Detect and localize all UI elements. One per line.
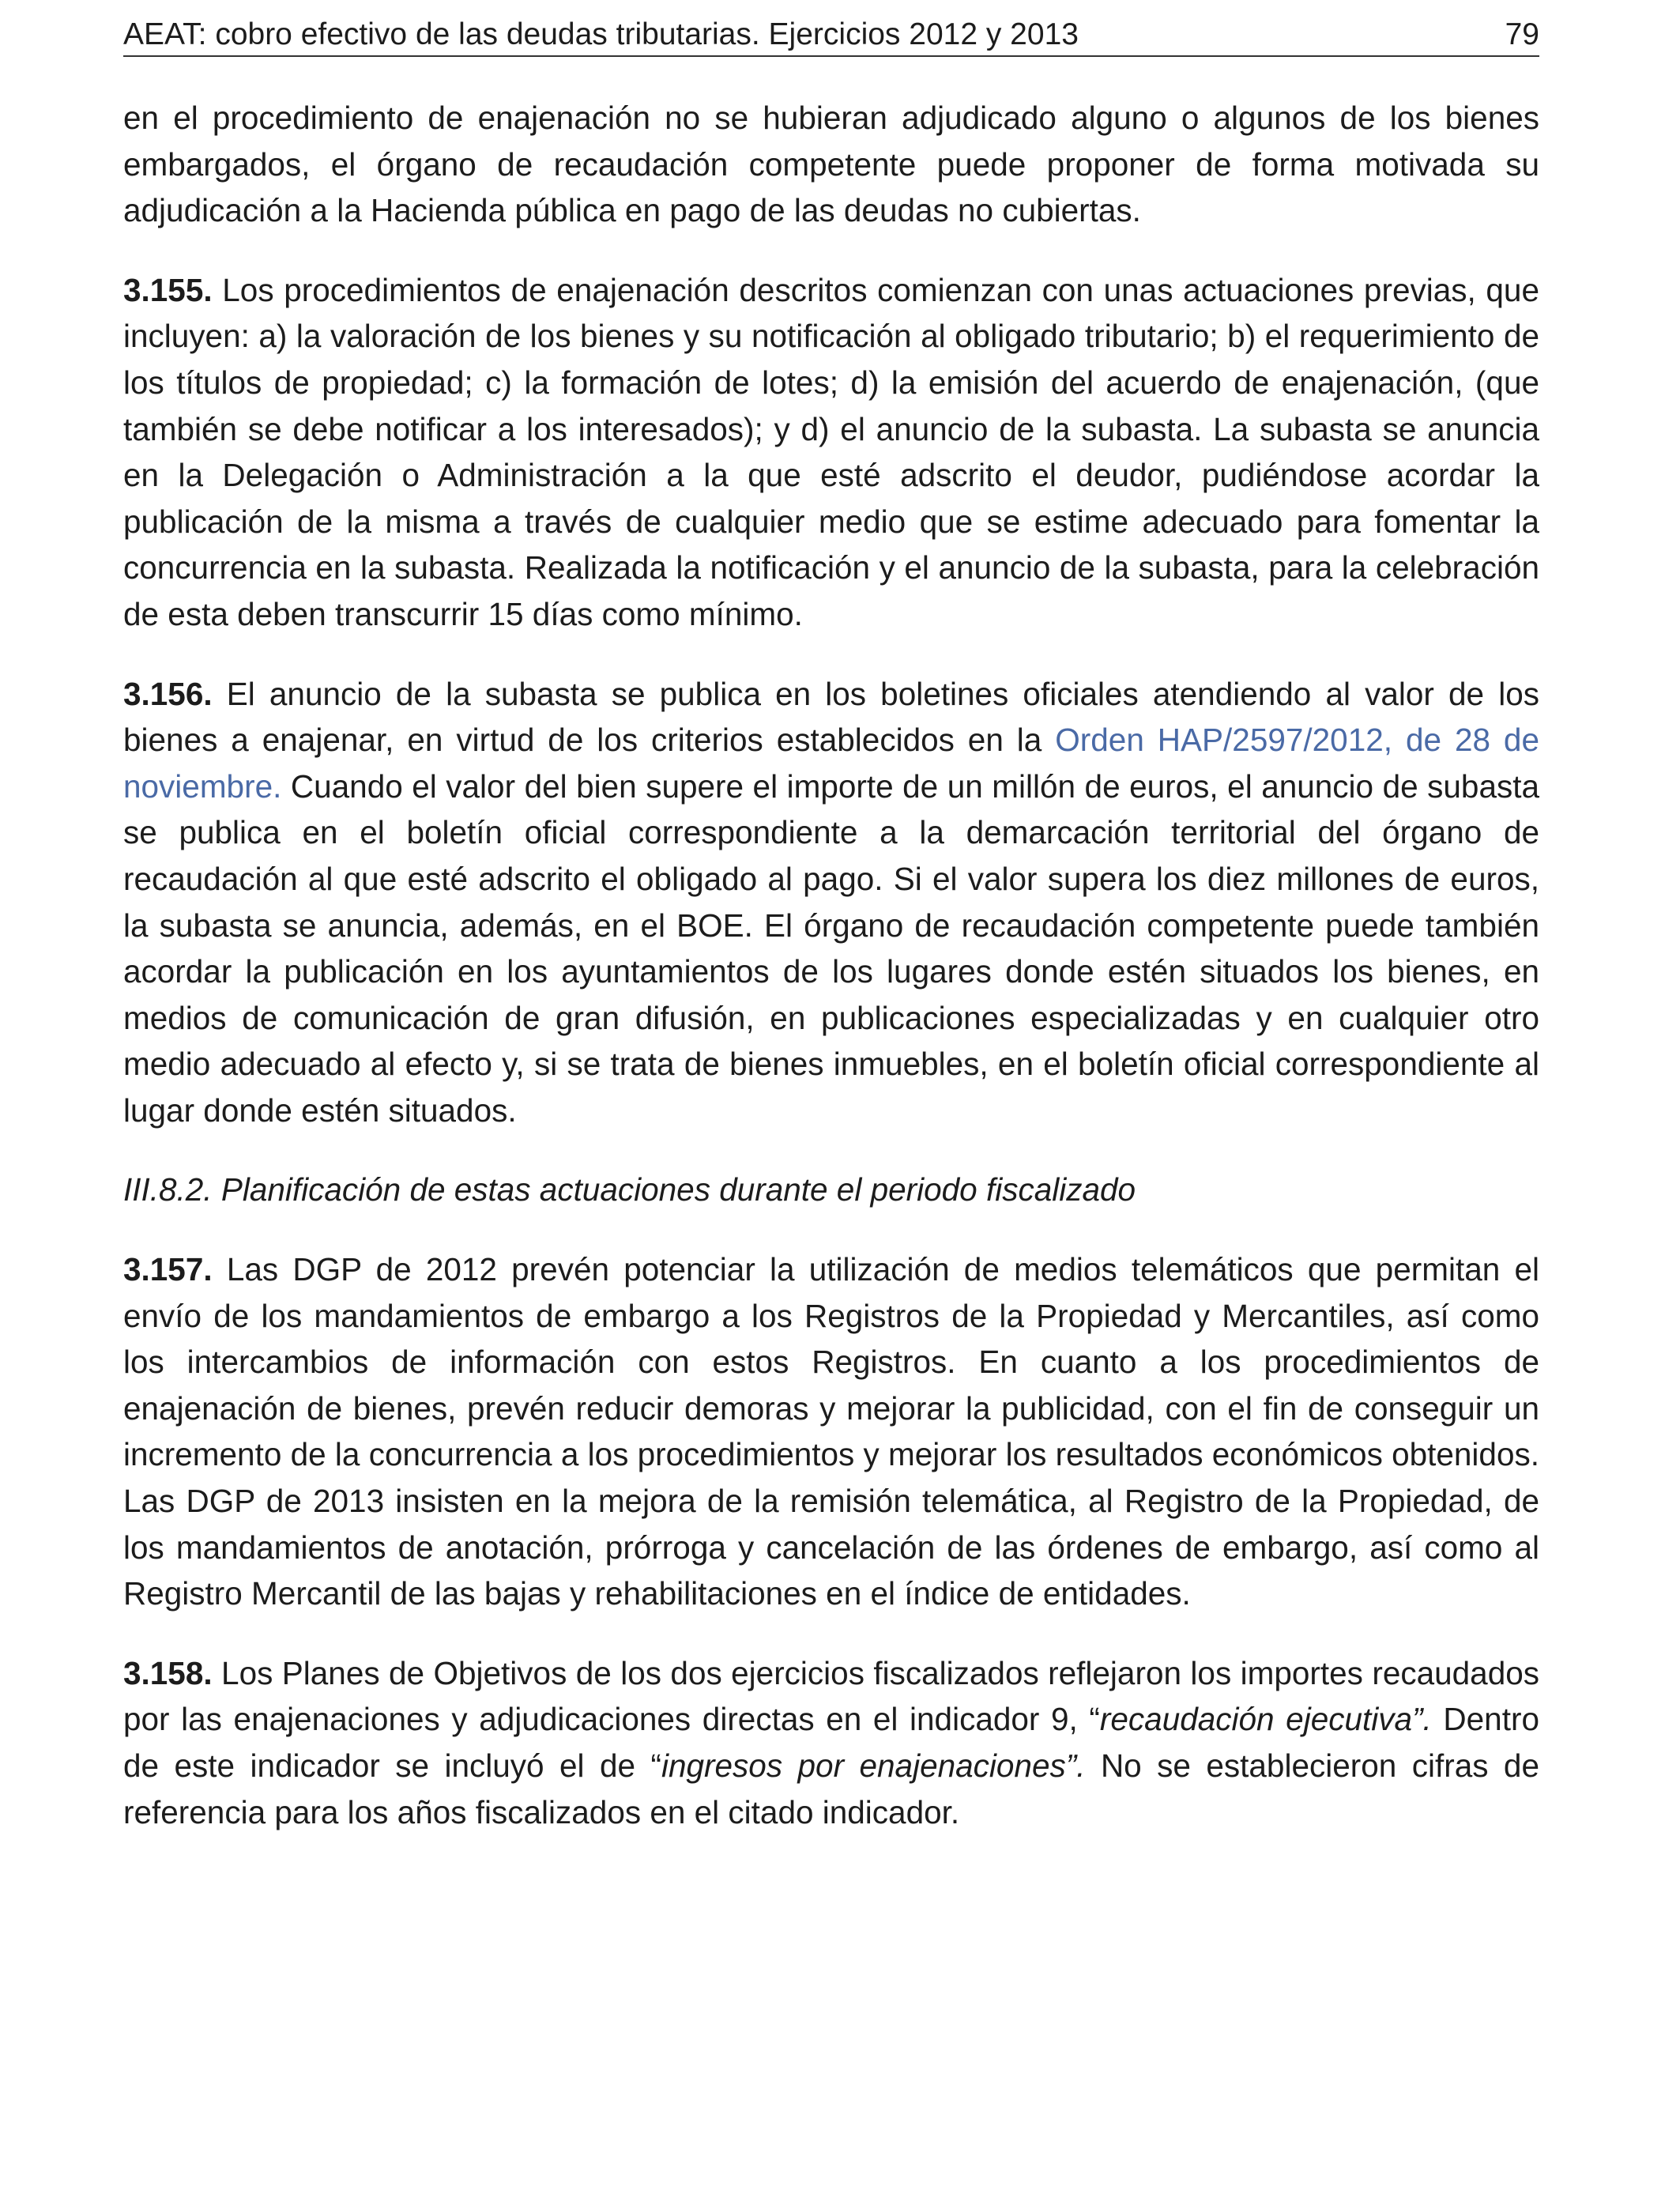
paragraph-text: Cuando el valor del bien supere el importe de un millón de euros, el anuncio de subasta se publica en el boletín oficial correspondiente a la demarcación territorial del órgano de recaudación al que esté adscrito el obligado al pago. Si el valor supera los diez millones de euros, la subasta se anuncia, además, en el BOE. El órgano de recaudación competente puede también acordar la publicación en los ayuntamientos de los lugares donde estén situados los bienes, en medios de comunicación de gran difusión, en publicaciones especializadas y en cualquier otro medio adecuado al efecto y, si se trata de bienes inmuebles, en el boletín oficial correspondiente al lugar donde estén situados.: [123, 767, 1539, 1129]
paragraph-text: Dentro de este indicador se incluyó el de: [123, 1701, 1539, 1784]
paragraph-3-157: [123, 1246, 1539, 1617]
close-quote: ”.: [1412, 1701, 1432, 1738]
paragraph-3-155: [123, 267, 1539, 638]
paragraph-number: 3.156.: [123, 675, 213, 712]
italic-term: ingresos por enajenaciones: [661, 1747, 1066, 1784]
open-quote: “: [650, 1747, 661, 1784]
page-number: 79: [1505, 17, 1539, 51]
paragraph-3-158: [123, 1650, 1539, 1835]
paragraph-text: en el procedimiento de enajenación no se hubieran adjudicado alguno o algunos de los bienes embargados, el órgano de recaudación competente puede proponer de forma motivada su adjudicación a la Hacienda pública en pago de las deudas no cubiertas.: [123, 100, 1539, 229]
section-heading: III.8.2. Planificación de estas actuaciones durante el periodo fiscalizado: [123, 1171, 1136, 1208]
document-body: [123, 95, 1539, 1868]
page-header: [123, 14, 1539, 57]
paragraph-number: 3.158.: [123, 1654, 213, 1691]
header-title: AEAT: cobro efectivo de las deudas tributarias. Ejercicios 2012 y 2013: [123, 17, 1079, 51]
paragraph-3-156: [123, 671, 1539, 1134]
paragraph-number: 3.155.: [123, 271, 213, 308]
paragraph-text: Los procedimientos de enajenación descritos comienzan con unas actuaciones previas, que incluyen: a) la valoración de los bienes y su notificación al obligado tributario; b) el requerimiento de los títulos de propiedad; c) la formación de lotes; d) la emisión del acuerdo de enajenación, (que también se debe notificar a los interesados); y d) el anuncio de la subasta. La subasta se anuncia en la Delegación o Administración a la que esté adscrito el deudor, pudiéndose acordar la publicación de la misma a través de cualquier medio que se estime adecuado para fomentar la concurrencia en la subasta. Realizada la notificación y el anuncio de la subasta, para la celebración de esta deben transcurrir 15 días como mínimo.: [123, 271, 1539, 632]
paragraph-continuation: [123, 95, 1539, 234]
paragraph-text: No se establecieron cifras de referencia para los años fiscalizados en el citado indicador.: [123, 1747, 1539, 1830]
paragraph-number: 3.157.: [123, 1251, 213, 1288]
paragraph-text: El anuncio de la subasta se publica en los boletines oficiales atendiendo al valor de los bienes a enajenar, en virtud de los criterios establecidos en la: [123, 675, 1539, 759]
close-quote: ”.: [1065, 1747, 1086, 1784]
paragraph-text: Las DGP de 2012 prevén potenciar la utilización de medios telemáticos que permitan el envío de los mandamientos de embargo a los Registros de la Propiedad y Mercantiles, así como los intercambios de información con estos Registros. En cuanto a los procedimientos de enajenación de bienes, prevén reducir demoras y mejorar la publicidad, con el fin de conseguir un incremento de la concurrencia a los procedimientos y mejorar los resultados económicos obtenidos. Las DGP de 2013 insisten en la mejora de la remisión telemática, al Registro de la Propiedad, de los mandamientos de anotación, prórroga y cancelación de las órdenes de embargo, así como al Registro Mercantil de las bajas y rehabilitaciones en el índice de entidades.: [123, 1251, 1539, 1612]
open-quote: “: [1089, 1701, 1100, 1738]
orden-hap-link[interactable]: Orden HAP/2597/2012, de 28 de noviembre.: [123, 722, 1539, 805]
italic-term: recaudación ejecutiva: [1099, 1701, 1413, 1738]
paragraph-text: Los Planes de Objetivos de los dos ejercicios fiscalizados reflejaron los importes recaudados por las enajenaciones y adjudicaciones directas en el indicador 9,: [123, 1654, 1539, 1738]
